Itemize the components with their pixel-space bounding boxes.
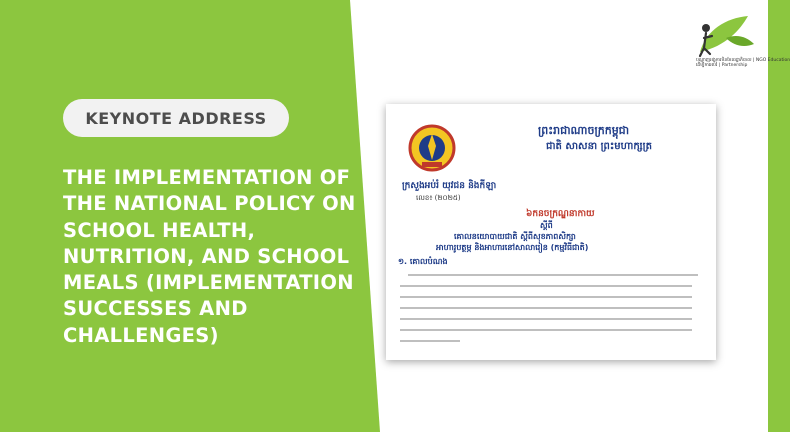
- doc-kingdom-title: ព្រះរាជាណាចក្រកម្ពុជា: [538, 124, 630, 137]
- doc-caption-4: អាហារូបត្ថម្ភ និងអាហារនៅសាលារៀន (កម្មវិធីជាតិ): [436, 243, 589, 252]
- headline-line: SCHOOL HEALTH,: [63, 218, 256, 242]
- headline-line: MEALS (IMPLEMENTATION: [63, 271, 354, 295]
- doc-caption-2: ស្តីពី: [540, 221, 553, 230]
- logo-caption: [696, 58, 790, 68]
- doc-caption-1: ៦កនចក្រណ្ឌនាកាយ: [526, 209, 595, 219]
- keynote-badge: [63, 99, 289, 137]
- keynote-badge-label: KEYNOTE ADDRESS: [85, 108, 267, 128]
- doc-body-line: [408, 274, 698, 276]
- ministry-emblem-icon: [406, 122, 458, 174]
- headline-line: NUTRITION, AND SCHOOL: [63, 244, 350, 268]
- headline-line: THE NATIONAL POLICY ON: [63, 192, 356, 216]
- logo-caption-line: ដើម្បីការអប់រំ | Partnership: [696, 63, 748, 68]
- doc-body-line: [400, 340, 460, 342]
- doc-body-line: [400, 329, 692, 331]
- headline-line: CHALLENGES): [63, 323, 219, 347]
- doc-ministry: ក្រសួងអប់រំ យុវជន និងកីឡា: [402, 181, 497, 191]
- slide-headline: [63, 165, 363, 349]
- doc-motto: ជាតិ សាសនា ព្រះមហាក្សត្រ: [546, 141, 652, 152]
- doc-body-line: [400, 307, 692, 309]
- doc-body-line: [400, 318, 692, 320]
- doc-caption-3: គោលនយោបាយជាតិ ស្តីពីសុខភាពសិក្សា: [454, 232, 576, 241]
- doc-body-line: [400, 296, 692, 298]
- policy-document-image: [386, 104, 716, 360]
- doc-section-heading: ១. គោលបំណង: [398, 257, 448, 266]
- headline-line: THE IMPLEMENTATION OF: [63, 166, 351, 189]
- headline-line: SUCCESSES AND: [63, 297, 248, 321]
- doc-number: លេខ៖ (២០២៥): [416, 194, 461, 202]
- doc-body-line: [400, 285, 692, 287]
- logo-caption-line: បណ្តាញអង្គការមិនមែនរដ្ឋាភិបាល | NGO Education: [696, 58, 790, 63]
